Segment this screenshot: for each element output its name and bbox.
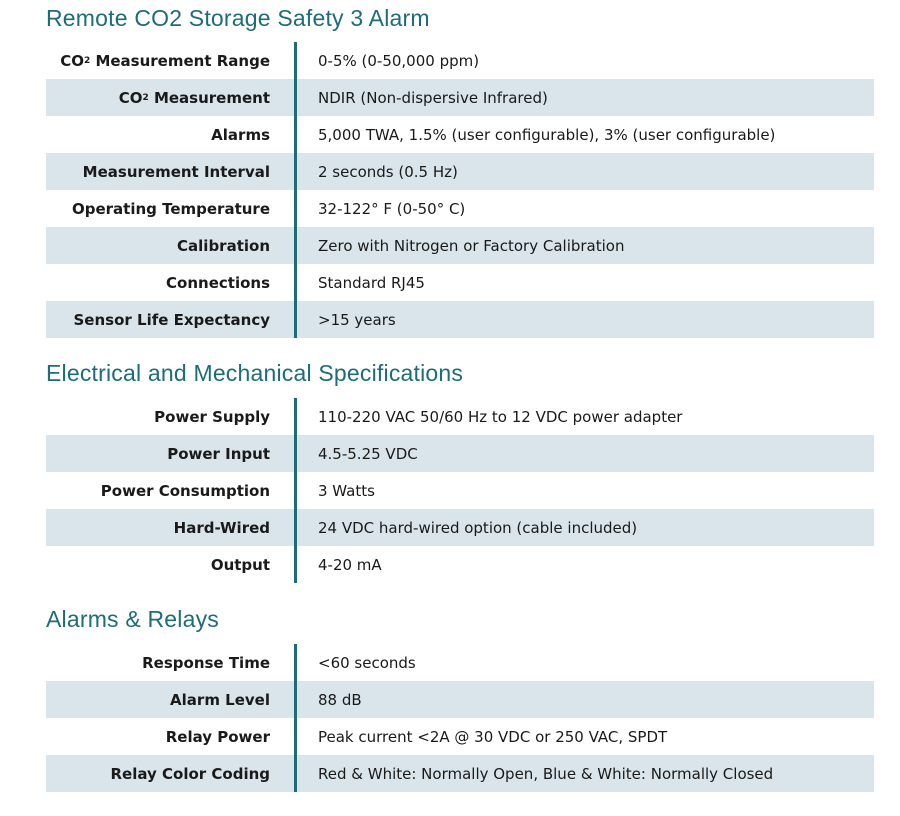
- row-label: Calibration: [46, 227, 297, 264]
- row-label: Sensor Life Expectancy: [46, 301, 297, 338]
- table-row: [46, 227, 874, 264]
- table-row: [46, 435, 874, 472]
- row-value: 110-220 VAC 50/60 Hz to 12 VDC power adapter: [318, 407, 683, 426]
- row-value: 3 Watts: [318, 481, 375, 500]
- row-label: CO 2 Measurement: [46, 79, 297, 116]
- row-label: Connections: [46, 264, 297, 301]
- table-row: [46, 681, 874, 718]
- row-value: NDIR (Non-dispersive Infrared): [318, 88, 548, 107]
- row-label: Alarm Level: [46, 681, 297, 718]
- row-label: Relay Power: [46, 718, 297, 755]
- row-label: Output: [46, 546, 297, 583]
- spec-table: [46, 42, 874, 338]
- row-value: >15 years: [318, 310, 396, 329]
- row-value: Peak current <2A @ 30 VDC or 250 VAC, SPDT: [318, 727, 668, 746]
- table-row: [46, 472, 874, 509]
- table-row: [46, 509, 874, 546]
- section-title: Electrical and Mechanical Specifications: [46, 360, 464, 386]
- row-value: 4-20 mA: [318, 555, 382, 574]
- table-row: [46, 116, 874, 153]
- section-sensor-specs: [46, 5, 874, 339]
- row-label: Response Time: [46, 644, 297, 681]
- row-value: 5,000 TWA, 1.5% (user configurable), 3% (user configurable): [318, 125, 776, 144]
- row-label: CO 2 Measurement Range: [46, 42, 297, 79]
- row-value: 24 VDC hard-wired option (cable included): [318, 518, 638, 537]
- row-label: Alarms: [46, 116, 297, 153]
- table-row: [46, 264, 874, 301]
- row-value: Zero with Nitrogen or Factory Calibration: [318, 236, 625, 255]
- row-value: 0-5% (0-50,000 ppm): [318, 51, 480, 70]
- row-value: <60 seconds: [318, 653, 416, 672]
- table-row: [46, 42, 874, 79]
- section-alarms-relays: [46, 606, 874, 796]
- row-label: Relay Color Coding: [46, 755, 297, 792]
- row-value: 88 dB: [318, 690, 362, 709]
- row-label: Power Input: [46, 435, 297, 472]
- row-label: Power Supply: [46, 398, 297, 435]
- table-row: [46, 718, 874, 755]
- table-row: [46, 79, 874, 116]
- row-label: Power Consumption: [46, 472, 297, 509]
- row-label: Operating Temperature: [46, 190, 297, 227]
- table-row: [46, 398, 874, 435]
- row-value: Standard RJ45: [318, 273, 425, 292]
- table-row: [46, 546, 874, 583]
- row-value: 2 seconds (0.5 Hz): [318, 162, 458, 181]
- table-row: [46, 153, 874, 190]
- row-value: 4.5-5.25 VDC: [318, 444, 418, 463]
- table-row: [46, 644, 874, 681]
- section-title: Remote CO2 Storage Safety 3 Alarm: [46, 5, 430, 31]
- spec-table: [46, 644, 874, 792]
- table-row: [46, 755, 874, 792]
- row-value: 32-122° F (0-50° C): [318, 199, 466, 218]
- row-value: Red & White: Normally Open, Blue & White: Normally Closed: [318, 764, 774, 783]
- spec-table: [46, 398, 874, 583]
- table-row: [46, 301, 874, 338]
- row-label: Measurement Interval: [46, 153, 297, 190]
- table-row: [46, 190, 874, 227]
- section-electrical-mechanical: [46, 360, 874, 585]
- row-label: Hard-Wired: [46, 509, 297, 546]
- section-title: Alarms & Relays: [46, 606, 219, 632]
